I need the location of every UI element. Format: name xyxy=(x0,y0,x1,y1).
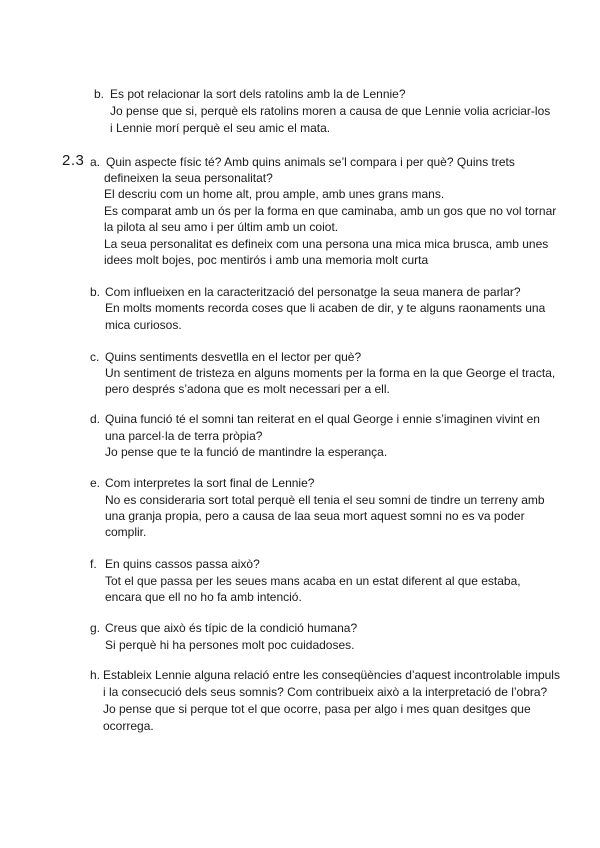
answer-line: En molts moments recorda coses que li acaben de dir, y te alguns raonaments una xyxy=(105,301,546,315)
answer-line: mica curiosos. xyxy=(105,318,182,332)
question-line: Creus que això és típic de la condició humana? xyxy=(105,621,358,635)
answer-line: i Lennie morí perquè el seu amic el mata. xyxy=(110,121,331,135)
answer-line: El descriu com un home alt, prou ample, amb unes grans mans. xyxy=(104,187,445,201)
answer-line: No es consideraria sort total perquè ell tenia el seu somni de tindre un terreny amb xyxy=(105,493,545,507)
question-line: Quins sentiments desvetlla en el lector per què? xyxy=(105,350,362,364)
question-line: i la consecució dels seus somnis? Com contribueix això a la interpretació de l’obra? xyxy=(103,685,548,699)
answer-line: encara que ell no ho fa amb intenció. xyxy=(105,590,302,604)
answer-line: una granja propia, pero a causa de laa seua mort aquest somni no es va poder xyxy=(105,509,525,523)
item-letter: c. xyxy=(90,350,100,364)
answer-line: la pilota al seu amo i per últim amb un coiot. xyxy=(104,220,339,234)
question-line: Es pot relacionar la sort dels ratolins amb la de Lennie? xyxy=(110,87,406,101)
question-line: Quin aspecte físic té? Amb quins animals se’l compara i per què? Quins trets xyxy=(106,155,515,169)
item-letter: h. xyxy=(90,668,101,682)
item-letter: b. xyxy=(94,87,105,101)
answer-line: Jo pense que si perque tot el que ocorre, pasa per algo i mes quan desitges que xyxy=(103,702,531,716)
answer-line: Si perquè hi ha persones molt poc cuidadoses. xyxy=(105,638,355,652)
question-line: Com influeixen en la caracterització del personatge la seua manera de parlar? xyxy=(105,285,521,299)
answer-line: complir. xyxy=(105,525,147,539)
answer-line: Tot el que passa per les seues mans acaba en un estat diferent al que estaba, xyxy=(105,574,521,588)
answer-line: Es comparat amb un ós per la forma en que caminaba, amb un gos que no vol tornar xyxy=(104,204,557,218)
question-line: Com interpretes la sort final de Lennie? xyxy=(105,476,315,490)
item-letter: f. xyxy=(90,557,97,571)
answer-line: La seua personalitat es defineix com una persona una mica mica brusca, amb unes xyxy=(104,237,549,251)
answer-line: Jo pense que te la funció de mantindre la esperança. xyxy=(105,445,388,459)
item-letter: e. xyxy=(90,476,101,490)
question-line: Quina funció té el somni tan reiterat en el qual George i ennie s’imaginen vivint en xyxy=(105,412,540,426)
section-number: 2.3 xyxy=(62,152,85,169)
answer-line: idees molt bojes, poc mentirós i amb una memoria molt curta xyxy=(104,253,429,267)
item-letter: d. xyxy=(90,412,101,426)
question-line: En quins cassos passa això? xyxy=(105,557,260,571)
question-line: una parcel·la de terra pròpia? xyxy=(105,429,263,443)
answer-line: pero després s’adona que es molt necessari per a ell. xyxy=(105,382,390,396)
item-letter: a. xyxy=(90,155,101,169)
item-letter: g. xyxy=(90,621,101,635)
question-line: Estableix Lennie alguna relació entre les conseqüències d’aquest incontrolable impuls xyxy=(103,668,560,682)
answer-line: Jo pense que si, perquè els ratolins moren a causa de que Lennie volia acriciar-los xyxy=(110,104,551,118)
answer-line: ocorrega. xyxy=(103,719,154,733)
answer-line: Un sentiment de tristeza en alguns moments per la forma en la que George el tracta, xyxy=(105,366,556,380)
question-line: defineixen la seua personalitat? xyxy=(104,171,273,185)
item-letter: b. xyxy=(90,285,101,299)
